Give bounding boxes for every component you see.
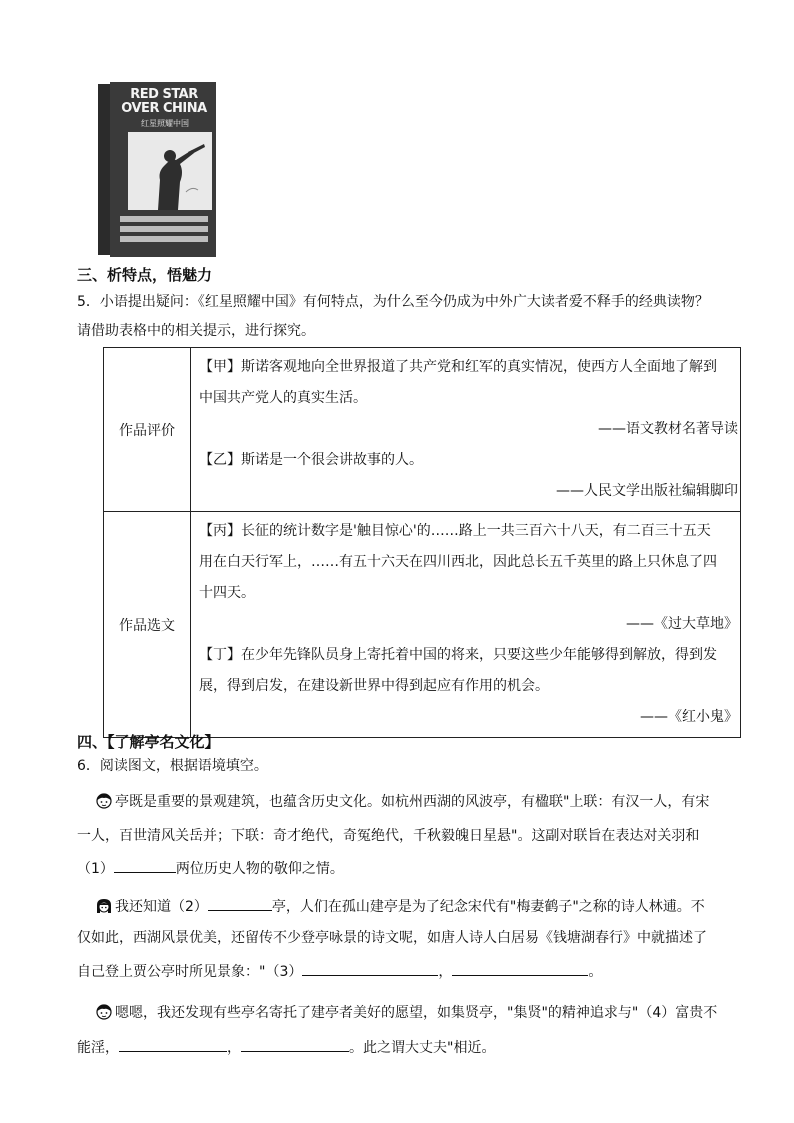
para2-line1 bbox=[96, 896, 705, 917]
book-title-line1: RED STAR bbox=[130, 87, 198, 102]
para3-line2-post: 。此之谓大丈夫"相近。 bbox=[349, 1040, 496, 1056]
book-line bbox=[120, 216, 208, 222]
blank4-sep: ， bbox=[227, 1040, 241, 1056]
blank3a-field[interactable] bbox=[302, 961, 438, 976]
para3-line2-pre: 能淫， bbox=[77, 1040, 119, 1056]
para1-line3 bbox=[77, 858, 344, 879]
analysis-table bbox=[103, 347, 741, 738]
section4-heading: 四、【了解亭名文化】 bbox=[77, 733, 220, 751]
para1-line3-post: 两位历史人物的敬仰之情。 bbox=[175, 861, 344, 877]
q5-text-line2: 请借助表格中的相关提示，进行探究。 bbox=[77, 323, 315, 339]
blank1-label: （1） bbox=[77, 861, 114, 877]
book-bottom-lines bbox=[114, 212, 214, 254]
boy-avatar-icon bbox=[96, 1004, 112, 1020]
boy-avatar-icon bbox=[96, 793, 112, 809]
ding-line1: 【丁】在少年先锋队员身上寄托着中国的将来，只要这些少年能够得到解放，得到发 bbox=[199, 647, 717, 663]
bing-line1: 【丙】长征的统计数字是'触目惊心'的……路上一共三百六十八天，有二百三十五天 bbox=[199, 523, 711, 539]
q5-text-line1: 5．小语提出疑问：《红星照耀中国》有何特点，为什么至今仍成为中外广大读者爱不释手的经典读物？ bbox=[77, 294, 709, 310]
para2-line3 bbox=[77, 961, 602, 982]
blank4b-field[interactable] bbox=[241, 1037, 349, 1052]
ding-line2: 展，得到启发，在建设新世界中得到起应有作用的机会。 bbox=[199, 678, 549, 694]
blank3-sep: ， bbox=[438, 964, 453, 980]
blank2-label: 我还知道（2） bbox=[115, 899, 208, 915]
bing-line2: 用在白天行军上，……有五十六天在四川西北，因此总长五千英里的路上只休息了四 bbox=[199, 554, 717, 570]
table-row bbox=[104, 348, 741, 512]
para1-line1 bbox=[96, 792, 709, 812]
blank3b-field[interactable] bbox=[452, 961, 588, 976]
para3-line2 bbox=[77, 1037, 495, 1058]
para2-line2: 仅如此，西湖风景优美，还留传不少登亭咏景的诗文呢，如唐人诗人白居易《钱塘湖春行》中就描述了 bbox=[77, 930, 707, 946]
yi-line: 【乙】斯诺是一个很会讲故事的人。 bbox=[199, 452, 423, 468]
bing-source: ——《过大草地》 bbox=[626, 616, 738, 632]
book-line bbox=[120, 236, 208, 242]
bing-line3: 十四天。 bbox=[199, 585, 255, 601]
book-spine bbox=[98, 84, 110, 255]
row1-label: 作品评价 bbox=[104, 348, 191, 512]
book-face bbox=[110, 82, 216, 257]
q6-text: 6．阅读图文，根据语境填空。 bbox=[77, 758, 268, 774]
book-line bbox=[120, 226, 208, 232]
yi-source: ——人民文学出版社编辑脚印 bbox=[556, 483, 738, 499]
para2-line3-post: 。 bbox=[588, 964, 603, 980]
row2-content bbox=[191, 512, 741, 738]
table-row bbox=[104, 512, 741, 738]
jia-line2: 中国共产党人的真实生活。 bbox=[199, 390, 367, 406]
book-figure-illustration bbox=[128, 132, 212, 210]
blank3-label: 自己登上贾公亭时所见景象："（3） bbox=[77, 964, 303, 980]
book-title-line2: OVER CHINA bbox=[121, 101, 207, 116]
blank1-field[interactable] bbox=[114, 858, 176, 873]
para1-line2: 一人，百世清风关岳并；下联：奇才绝代，奇冤绝代，千秋毅魄日星悬"。这副对联旨在表达对关羽和 bbox=[77, 828, 700, 844]
book-cover-image bbox=[98, 82, 216, 257]
book-title-cn: 红星照耀中国 bbox=[141, 119, 189, 128]
para3-line1 bbox=[96, 1003, 717, 1023]
row1-content bbox=[191, 348, 741, 512]
para2-line1-post: 亭，人们在孤山建亭是为了纪念宋代有"梅妻鹤子"之称的诗人林逋。不 bbox=[271, 899, 705, 915]
ding-source: ——《红小鬼》 bbox=[640, 709, 738, 725]
girl-avatar-icon bbox=[96, 898, 112, 914]
blank4a-field[interactable] bbox=[119, 1037, 227, 1052]
jia-line1: 【甲】斯诺客观地向全世界报道了共产党和红军的真实情况，使西方人全面地了解到 bbox=[199, 359, 717, 375]
blank2-field[interactable] bbox=[208, 896, 272, 911]
section3-heading: 三、析特点，悟魅力 bbox=[77, 266, 213, 284]
jia-source: ——语文教材名著导读 bbox=[598, 421, 738, 437]
para3-line1-text: 嗯嗯，我还发现有些亭名寄托了建亭者美好的愿望，如集贤亭，"集贤"的精神追求与"（4）富贵不 bbox=[115, 1005, 718, 1021]
row2-label: 作品选文 bbox=[104, 512, 191, 738]
para1-line1-text: 亭既是重要的景观建筑，也蕴含历史文化。如杭州西湖的风波亭，有楹联"上联：有汉一人，有宋 bbox=[115, 794, 710, 810]
